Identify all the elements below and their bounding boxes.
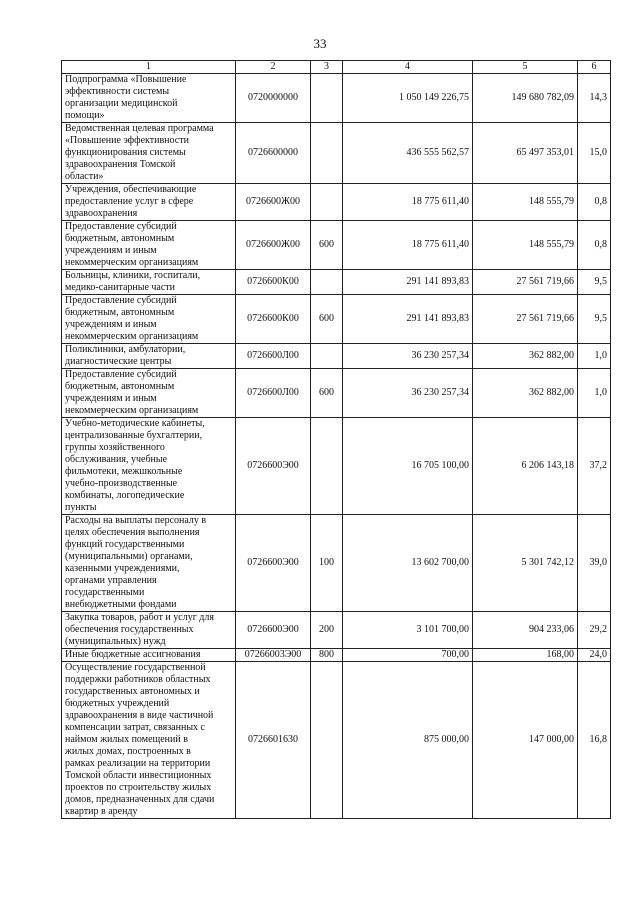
cell-kvr: 200	[311, 612, 343, 649]
cell-fact: 65 497 353,01	[473, 123, 578, 184]
header-cell: 3	[311, 61, 343, 74]
table-row	[62, 184, 611, 221]
table-row	[62, 369, 611, 418]
cell-plan: 1 050 149 226,75	[343, 74, 473, 123]
cell-plan: 291 141 893,83	[343, 270, 473, 295]
cell-pct: 29,2	[578, 612, 611, 649]
table-row	[62, 662, 611, 819]
cell-code: 0726600Э00	[236, 612, 311, 649]
cell-name: Осуществление государственной поддержки работников областных государственных автономных и бюджетных учреждений здравоохранения в виде частичной компенсации затрат, связанных с наймом жилых помещений в жилых домах, построенных в рамках реализации на территории Томской области инвестиционных проектов по строительству жилых домов, предназначенных для сдачи квартир в аренду	[62, 662, 236, 819]
page-number: 33	[313, 36, 327, 51]
cell-code: 0726600Э00	[236, 515, 311, 612]
cell-code: 0726600Ж00	[236, 184, 311, 221]
table-row	[62, 221, 611, 270]
cell-kvr: 100	[311, 515, 343, 612]
cell-plan: 291 141 893,83	[343, 295, 473, 344]
cell-kvr	[311, 270, 343, 295]
cell-code: 0726600К00	[236, 295, 311, 344]
cell-pct: 1,0	[578, 344, 611, 369]
header-cell: 5	[473, 61, 578, 74]
cell-kvr	[311, 184, 343, 221]
cell-pct: 9,5	[578, 270, 611, 295]
table-row	[62, 649, 611, 662]
header-cell: 4	[343, 61, 473, 74]
cell-kvr	[311, 123, 343, 184]
cell-fact: 168,00	[473, 649, 578, 662]
table-row	[62, 74, 611, 123]
cell-kvr: 600	[311, 221, 343, 270]
cell-pct: 14,3	[578, 74, 611, 123]
cell-fact: 5 301 742,12	[473, 515, 578, 612]
cell-plan: 18 775 611,40	[343, 221, 473, 270]
cell-fact: 149 680 782,09	[473, 74, 578, 123]
cell-fact: 6 206 143,18	[473, 418, 578, 515]
table-row	[62, 123, 611, 184]
cell-plan: 875 000,00	[343, 662, 473, 819]
table-row	[62, 295, 611, 344]
cell-fact: 904 233,06	[473, 612, 578, 649]
cell-kvr	[311, 74, 343, 123]
cell-fact: 27 561 719,66	[473, 295, 578, 344]
header-cell: 6	[578, 61, 611, 74]
cell-code: 0720000000	[236, 74, 311, 123]
cell-pct: 15,0	[578, 123, 611, 184]
table-row	[62, 612, 611, 649]
cell-kvr: 800	[311, 649, 343, 662]
cell-kvr: 600	[311, 369, 343, 418]
budget-table	[61, 60, 611, 819]
header-row	[62, 61, 611, 74]
cell-name: Учреждения, обеспечивающие предоставление услуг в сфере здравоохранения	[62, 184, 236, 221]
cell-fact: 147 000,00	[473, 662, 578, 819]
cell-pct: 0,8	[578, 184, 611, 221]
cell-fact: 27 561 719,66	[473, 270, 578, 295]
cell-name: Поликлиники, амбулатории, диагностические центры	[62, 344, 236, 369]
cell-code: 0726600Э00	[236, 418, 311, 515]
cell-name: Иные бюджетные ассигнования	[62, 649, 236, 662]
cell-code: 0726600Ж00	[236, 221, 311, 270]
cell-pct: 24,0	[578, 649, 611, 662]
cell-plan: 3 101 700,00	[343, 612, 473, 649]
cell-code: 0726600К00	[236, 270, 311, 295]
cell-name: Больницы, клиники, госпитали, медико-санитарные части	[62, 270, 236, 295]
cell-name: Предоставление субсидий бюджетным, автономным учреждениям и иным некоммерческим организациям	[62, 221, 236, 270]
table-row	[62, 418, 611, 515]
cell-plan: 700,00	[343, 649, 473, 662]
cell-name: Подпрограмма «Повышение эффективности системы организации медицинской помощи»	[62, 74, 236, 123]
cell-kvr	[311, 344, 343, 369]
cell-pct: 16,8	[578, 662, 611, 819]
cell-name: Учебно-методические кабинеты, централизованные бухгалтерии, группы хозяйственного обслуживания, учебные фильмотеки, межшкольные учебно-производственные комбинаты, логопедические пункты	[62, 418, 236, 515]
table-row	[62, 515, 611, 612]
cell-kvr: 600	[311, 295, 343, 344]
cell-plan: 436 555 562,57	[343, 123, 473, 184]
cell-fact: 148 555,79	[473, 221, 578, 270]
cell-fact: 148 555,79	[473, 184, 578, 221]
cell-name: Предоставление субсидий бюджетным, автономным учреждениям и иным некоммерческим организациям	[62, 295, 236, 344]
cell-kvr	[311, 662, 343, 819]
cell-name: Предоставление субсидий бюджетным, автономным учреждениям и иным некоммерческим организациям	[62, 369, 236, 418]
cell-fact: 362 882,00	[473, 369, 578, 418]
cell-plan: 18 775 611,40	[343, 184, 473, 221]
cell-code: 0726600000	[236, 123, 311, 184]
cell-code: 07266003Э00	[236, 649, 311, 662]
cell-plan: 16 705 100,00	[343, 418, 473, 515]
cell-plan: 13 602 700,00	[343, 515, 473, 612]
cell-code: 0726601630	[236, 662, 311, 819]
cell-code: 0726600Л00	[236, 344, 311, 369]
cell-name: Закупка товаров, работ и услуг для обеспечения государственных (муниципальных) нужд	[62, 612, 236, 649]
header-cell: 1	[62, 61, 236, 74]
cell-name: Ведомственная целевая программа «Повышение эффективности функционирования системы здравоохранения Томской области»	[62, 123, 236, 184]
cell-pct: 9,5	[578, 295, 611, 344]
cell-code: 0726600Л00	[236, 369, 311, 418]
cell-pct: 39,0	[578, 515, 611, 612]
cell-fact: 362 882,00	[473, 344, 578, 369]
cell-name: Расходы на выплаты персоналу в целях обеспечения выполнения функций государственными (муниципальными) органами, казенными учреждениями, органами управления государственными внебюджетными фондами	[62, 515, 236, 612]
header-cell: 2	[236, 61, 311, 74]
cell-kvr	[311, 418, 343, 515]
cell-pct: 0,8	[578, 221, 611, 270]
cell-pct: 1,0	[578, 369, 611, 418]
cell-plan: 36 230 257,34	[343, 369, 473, 418]
table-row	[62, 344, 611, 369]
cell-plan: 36 230 257,34	[343, 344, 473, 369]
table-row	[62, 270, 611, 295]
cell-pct: 37,2	[578, 418, 611, 515]
